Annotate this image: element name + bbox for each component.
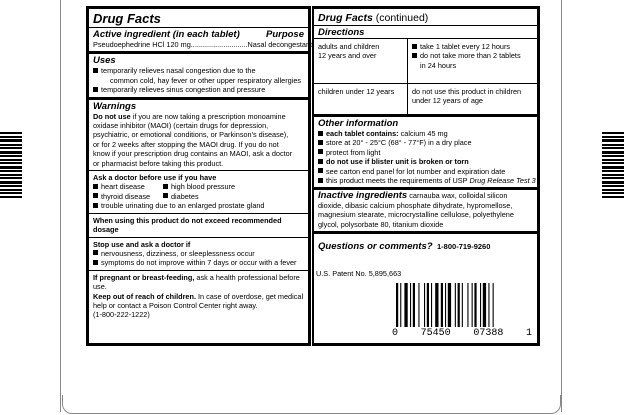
other-info-item: see carton end panel for lot number and expiration date	[318, 167, 533, 176]
active-ingredient-row	[93, 40, 313, 49]
pregnancy-text: If pregnant or breast-feeding, ask a health professional before use.	[93, 272, 300, 292]
uses-item: temporarily relieves nasal congestion due to the	[93, 66, 304, 75]
uses-item-cont: common cold, hay fever or other upper respiratory allergies	[110, 75, 302, 85]
ask-doctor-item: trouble urinating due to an enlarged prostate gland	[93, 201, 304, 210]
patent-number: U.S. Patent No. 5,895,663	[316, 269, 402, 278]
active-ingredient-heading: Active ingredient (in each tablet)	[93, 29, 240, 40]
do-not-use-text: Do not use if you are now taking a prescription monoamine oxidase inhibitor (MAOI) (certain drugs for depression, psychiatric, or emotional conditions, or Parkinson's disease), or for 2 weeks after stopping the MAOI drug. If you do not know if your prescription drug contains an MAOI, ask a doctor or pharmacist before taking this product.	[93, 111, 293, 168]
drug-facts-panel-left	[86, 6, 311, 346]
panel-title-continued: Drug Facts (continued)	[318, 12, 429, 24]
other-info-item: protect from light	[318, 148, 533, 157]
directions-row: adults and children 12 years and over take 1 tablet every 12 hours do not take more than 2 tablets in 24 hours	[314, 39, 537, 84]
directions-row: children under 12 years do not use this product in children under 12 years of age	[314, 84, 537, 114]
stop-use-item: nervousness, dizziness, or sleeplessness occur	[93, 249, 304, 258]
panel-title: Drug Facts	[93, 11, 161, 26]
carton-flap	[62, 395, 561, 414]
side-barcode-left	[0, 132, 22, 199]
barcode-bars	[392, 283, 532, 329]
poison-control-phone: (1-800-222-1222)	[93, 310, 150, 320]
other-info-item: store at 20° - 25°C (68° - 77°F) in a dry place	[318, 138, 533, 147]
questions-line: Questions or comments? 1-800-719-9260	[318, 241, 491, 253]
ask-doctor-heading: Ask a doctor before use if you have	[93, 173, 217, 183]
side-barcode-right	[602, 132, 624, 199]
other-info-item: this product meets the requirements of USP Drug Release Test 3	[318, 176, 533, 185]
inactive-ingredients: Inactive ingredients carnauba wax, colloidal silicon dioxide, dibasic calcium phosphate dihydrate, hypromellose, magnesium stearate, microcrystalline cellulose, polyethylene glycol, polysorbate 80, titanium dioxide	[318, 190, 514, 229]
upc-barcode	[392, 283, 532, 341]
ask-doctor-row: heart disease high blood pressure	[93, 182, 304, 191]
keep-out-text: Keep out of reach of children. In case of overdose, get medical	[93, 291, 304, 301]
warnings-heading: Warnings	[93, 100, 137, 112]
active-ingredient: Pseudoephedrine HCl 120 mg	[93, 40, 191, 49]
upc-digits: 0 75450 07388 1	[392, 328, 532, 339]
purpose-value: Nasal decongestant	[247, 40, 313, 49]
leader-dots: ............................	[190, 40, 248, 49]
stop-use-item: symptoms do not improve within 7 days or occur with a fever	[93, 258, 304, 267]
stop-use-heading: Stop use and ask a doctor if	[93, 239, 191, 249]
keep-out-text-cont: help or contact a Poison Control Center right away.	[93, 300, 258, 310]
directions-table	[314, 38, 537, 114]
other-info-item: do not use if blister unit is broken or torn	[318, 157, 533, 166]
ask-doctor-row: thyroid disease diabetes	[93, 192, 304, 201]
when-using-text: When using this product do not exceed recommended dosage	[93, 215, 282, 235]
purpose-heading: Purpose	[265, 29, 304, 40]
other-info-item: each tablet contains: calcium 45 mg	[318, 129, 533, 138]
directions-heading: Directions	[318, 27, 365, 38]
uses-item: temporarily relieves sinus congestion and pressure	[93, 85, 304, 94]
other-info-heading: Other information	[318, 118, 399, 129]
uses-heading: Uses	[93, 55, 116, 67]
